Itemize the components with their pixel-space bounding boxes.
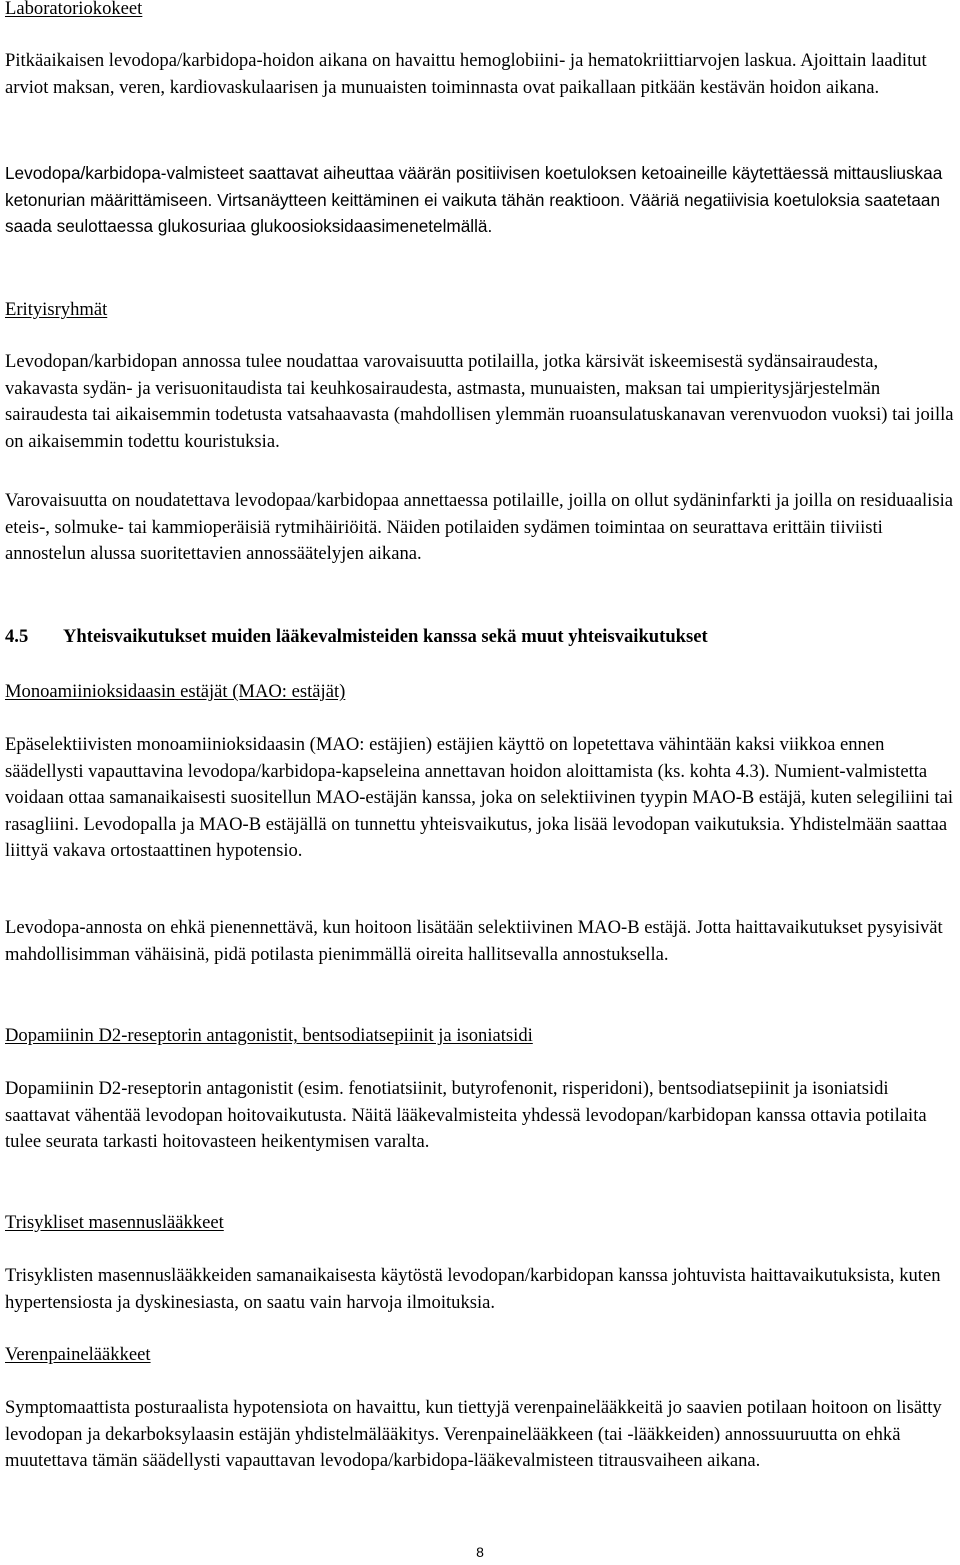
page-number: 8 xyxy=(476,1544,484,1560)
d2-antagonists-heading: Dopamiinin D2-reseptorin antagonistit, bentsodiatsepiinit ja isoniatsidi xyxy=(5,1025,533,1046)
mao-inhibitors-paragraph-2: Levodopa-annosta on ehkä pienennettävä, kun hoitoon lisätään selektiivinen MAO-B estäjä. Jotta haittavaikutukset pysyisivät mahdollisimman vähäisinä, pidä potilasta pienimmällä oireita hallitsevalla annostuksella. xyxy=(5,917,943,965)
mao-inhibitors-paragraph-1: Epäselektiivisten monoamiinioksidaasin (MAO: estäjien) estäjien käyttö on lopetettava vähintään kaksi viikkoa ennen säädellysti vapauttavina levodopa/karbidopa-kapseleina annettavan hoidon aloittamista (ks. kohta 4.3). Numient-valmistetta voidaan ottaa samanaikaisesti suositellun MAO-estäjän kanssa, joka on selektiivinen tyypin MAO-B estäjä, kuten selegiliini tai rasagliini. Levodopalla ja MAO-B estäjällä on tunnettu yhteisvaikutus, joka lisää levodopan vaikutuksia. Yhdistelmään saattaa liittyä vakava ortostaattinen hypotensio. xyxy=(5,734,954,862)
section-title: Yhteisvaikutukset muiden lääkevalmisteiden kanssa sekä muut yhteisvaikutukset xyxy=(63,626,708,647)
special-groups-paragraph-1: Levodopan/karbidopan annossa tulee noudattaa varovaisuutta potilailla, jotka kärsivät iskeemisestä sydänsairaudesta, vakavasta sydän- ja verisuonitaudista tai keuhkosairaudesta, astmasta, munuaisten, maksan tai umpieritysjärjestelmän sairaudesta tai aikaisemmin todetusta vatsahaavasta (mahdollisen ylemmän ruoansulatuskanavan verenvuodon vuoksi) tai joilla on aikaisemmin todettu kouristuksia. xyxy=(5,351,954,452)
section-heading xyxy=(5,624,955,651)
antihypertensives-paragraph: Symptomaattista posturaalista hypotensiota on havaittu, kun tiettyjä verenpainelääkkeitä jo saavien potilaan hoitoon on lisätty levodopan ja dekarboksylaasin estäjän yhdistelmälääkitys. Verenpainelääkkeen (tai -lääkkeiden) annossuuruutta on ehkä muutettava tämän säädellysti vapauttavan levodopa/karbidopa-lääkevalmisteen titrausvaiheen aikana. xyxy=(5,1397,942,1472)
lab-tests-heading: Laboratoriokokeet xyxy=(5,0,143,19)
mao-inhibitors-heading: Monoamiinioksidaasin estäjät (MAO: estäjät) xyxy=(5,681,346,702)
d2-antagonists-paragraph: Dopamiinin D2-reseptorin antagonistit (esim. fenotiatsiinit, butyrofenonit, risperidoni), bentsodiatsepiinit ja isoniatsidi saattavat vähentää levodopan hoitovaikutusta. Näitä lääkevalmisteita yhdessä levodopan/karbidopan kanssa ottavia potilaita tulee seurata tarkasti hoitovasteen heikentymisen varalta. xyxy=(5,1078,927,1153)
antihypertensives-heading: Verenpainelääkkeet xyxy=(5,1344,151,1365)
tricyclic-heading: Trisykliset masennuslääkkeet xyxy=(5,1212,224,1233)
tricyclic-paragraph: Trisyklisten masennuslääkkeiden samanaikaisesta käytöstä levodopan/karbidopan kanssa johtuvista haittavaikutuksista, kuten hypertensiosta ja dyskinesiasta, on saatu vain harvoja ilmoituksia. xyxy=(5,1265,941,1313)
special-groups-paragraph-2: Varovaisuutta on noudatettava levodopaa/karbidopaa annettaessa potilaille, joilla on ollut sydäninfarkti ja joilla on residuaalisia eteis-, solmuke- tai kammioperäisiä rytmihäiriöitä. Näiden potilaiden sydämen toimintaa on seurattava erittäin tiiviisti annostelun alussa suoritettavien annossäätelyjen aikana. xyxy=(5,490,953,565)
section-number: 4.5 xyxy=(5,626,29,647)
special-groups-heading: Erityisryhmät xyxy=(5,299,108,320)
lab-tests-paragraph-2: Levodopa/karbidopa-valmisteet saattavat aiheuttaa väärän positiivisen koetuloksen ketoaineille käytettäessä mittausliuskaa ketonurian määrittämiseen. Virtsanäytteen keittäminen ei vaikuta tähän reaktioon. Vääriä negatiivisia koetuloksia saatetaan saada seulottaessa glukosuriaa glukoosioksidaasimenetelmällä. xyxy=(5,163,943,237)
lab-tests-paragraph-1: Pitkäaikaisen levodopa/karbidopa-hoidon aikana on havaittu hemoglobiini- ja hematokriittiarvojen laskua. Ajoittain laaditut arviot maksan, veren, kardiovaskulaarisen ja munuaisten toiminnasta ovat paikallaan pitkään kestävän hoidon aikana. xyxy=(5,50,927,98)
